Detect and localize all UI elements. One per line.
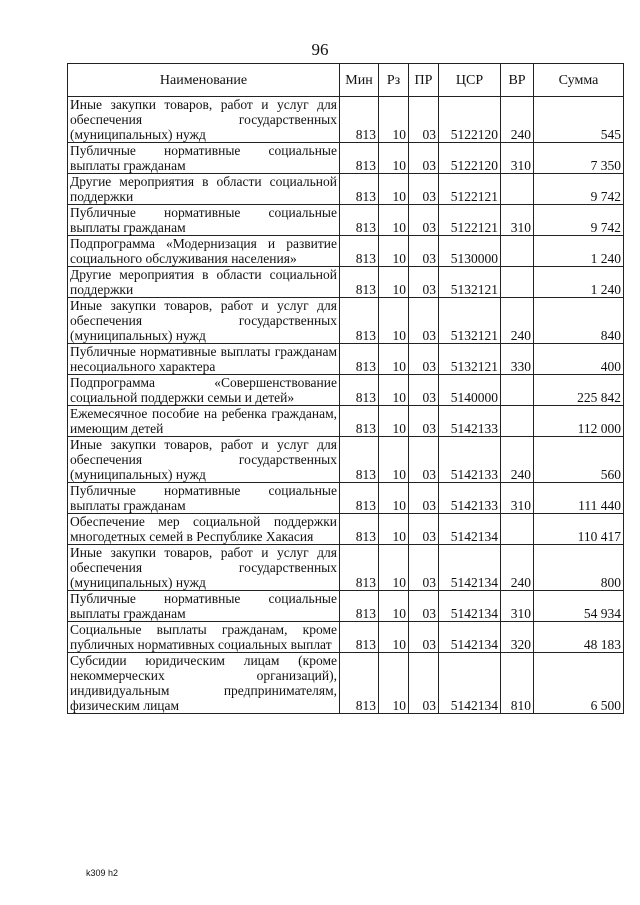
cell-pr: 03 (409, 653, 439, 714)
cell-sum: 111 440 (534, 483, 624, 514)
table-header-row (68, 64, 624, 97)
table-row (68, 375, 624, 406)
cell-csr: 5122121 (439, 174, 501, 205)
cell-name: Публичные нормативные выплаты гражданам несоциального характера (68, 344, 340, 375)
cell-rz: 10 (379, 174, 409, 205)
table-row (68, 437, 624, 483)
cell-rz: 10 (379, 483, 409, 514)
cell-name: Публичные нормативные социальные выплаты гражданам (68, 483, 340, 514)
cell-vr: 240 (501, 545, 534, 591)
table-row (68, 653, 624, 714)
cell-name: Публичные нормативные социальные выплаты гражданам (68, 143, 340, 174)
cell-csr: 5142133 (439, 437, 501, 483)
cell-pr: 03 (409, 236, 439, 267)
table-row (68, 236, 624, 267)
table-row (68, 143, 624, 174)
table-row (68, 298, 624, 344)
cell-min: 813 (340, 236, 379, 267)
table-row (68, 514, 624, 545)
cell-sum: 545 (534, 97, 624, 143)
cell-rz: 10 (379, 514, 409, 545)
cell-pr: 03 (409, 375, 439, 406)
cell-sum: 840 (534, 298, 624, 344)
cell-name: Подпрограмма «Модернизация и развитие социального обслуживания населения» (68, 236, 340, 267)
cell-sum: 1 240 (534, 267, 624, 298)
table-row (68, 344, 624, 375)
table-row (68, 483, 624, 514)
cell-csr: 5122120 (439, 97, 501, 143)
cell-sum: 225 842 (534, 375, 624, 406)
cell-sum: 9 742 (534, 174, 624, 205)
cell-name: Социальные выплаты гражданам, кроме публичных нормативных социальных выплат (68, 622, 340, 653)
cell-name: Иные закупки товаров, работ и услуг для обеспечения государственных (муниципальных) нужд (68, 97, 340, 143)
cell-min: 813 (340, 622, 379, 653)
cell-rz: 10 (379, 622, 409, 653)
cell-name: Публичные нормативные социальные выплаты гражданам (68, 591, 340, 622)
cell-min: 813 (340, 406, 379, 437)
cell-rz: 10 (379, 344, 409, 375)
cell-vr: 320 (501, 622, 534, 653)
cell-min: 813 (340, 344, 379, 375)
cell-vr (501, 375, 534, 406)
cell-rz: 10 (379, 97, 409, 143)
cell-pr: 03 (409, 406, 439, 437)
cell-sum: 800 (534, 545, 624, 591)
cell-vr: 810 (501, 653, 534, 714)
cell-min: 813 (340, 375, 379, 406)
cell-sum: 560 (534, 437, 624, 483)
cell-name: Другие мероприятия в области социальной поддержки (68, 174, 340, 205)
cell-rz: 10 (379, 437, 409, 483)
cell-csr: 5140000 (439, 375, 501, 406)
cell-pr: 03 (409, 143, 439, 174)
cell-name: Иные закупки товаров, работ и услуг для обеспечения государственных (муниципальных) нужд (68, 298, 340, 344)
cell-csr: 5142134 (439, 622, 501, 653)
cell-vr: 310 (501, 591, 534, 622)
cell-csr: 5142134 (439, 545, 501, 591)
cell-rz: 10 (379, 236, 409, 267)
cell-rz: 10 (379, 653, 409, 714)
cell-vr: 240 (501, 97, 534, 143)
cell-pr: 03 (409, 174, 439, 205)
table-row (68, 174, 624, 205)
cell-rz: 10 (379, 591, 409, 622)
cell-min: 813 (340, 483, 379, 514)
page-number: 96 (311, 40, 329, 59)
cell-name: Иные закупки товаров, работ и услуг для обеспечения государственных (муниципальных) нужд (68, 545, 340, 591)
cell-csr: 5142133 (439, 483, 501, 514)
cell-rz: 10 (379, 267, 409, 298)
cell-min: 813 (340, 653, 379, 714)
cell-vr: 240 (501, 298, 534, 344)
cell-rz: 10 (379, 298, 409, 344)
cell-name: Подпрограмма «Совершенствование социальной поддержки семьи и детей» (68, 375, 340, 406)
cell-min: 813 (340, 174, 379, 205)
cell-sum: 400 (534, 344, 624, 375)
cell-name: Другие мероприятия в области социальной поддержки (68, 267, 340, 298)
table-row (68, 267, 624, 298)
cell-min: 813 (340, 545, 379, 591)
cell-sum: 48 183 (534, 622, 624, 653)
footer-code: k309 h2 (86, 868, 119, 878)
cell-csr: 5142134 (439, 591, 501, 622)
cell-csr: 5142134 (439, 653, 501, 714)
col-header-sum: Сумма (534, 64, 624, 97)
cell-vr: 310 (501, 143, 534, 174)
cell-csr: 5132121 (439, 267, 501, 298)
cell-min: 813 (340, 205, 379, 236)
cell-pr: 03 (409, 205, 439, 236)
cell-csr: 5142133 (439, 406, 501, 437)
cell-pr: 03 (409, 483, 439, 514)
cell-vr (501, 406, 534, 437)
cell-csr: 5122121 (439, 205, 501, 236)
cell-vr: 310 (501, 483, 534, 514)
cell-csr: 5130000 (439, 236, 501, 267)
cell-vr (501, 174, 534, 205)
cell-pr: 03 (409, 344, 439, 375)
cell-rz: 10 (379, 205, 409, 236)
cell-min: 813 (340, 298, 379, 344)
cell-rz: 10 (379, 143, 409, 174)
cell-pr: 03 (409, 97, 439, 143)
cell-pr: 03 (409, 298, 439, 344)
cell-min: 813 (340, 514, 379, 545)
cell-sum: 1 240 (534, 236, 624, 267)
cell-min: 813 (340, 97, 379, 143)
cell-min: 813 (340, 143, 379, 174)
cell-rz: 10 (379, 406, 409, 437)
cell-csr: 5132121 (439, 298, 501, 344)
table-row (68, 545, 624, 591)
budget-table (67, 63, 624, 714)
col-header-name: Наименование (68, 64, 340, 97)
cell-name: Иные закупки товаров, работ и услуг для обеспечения государственных (муниципальных) нужд (68, 437, 340, 483)
cell-csr: 5122120 (439, 143, 501, 174)
cell-vr: 310 (501, 205, 534, 236)
cell-vr: 330 (501, 344, 534, 375)
table-row (68, 591, 624, 622)
cell-sum: 112 000 (534, 406, 624, 437)
table-row (68, 622, 624, 653)
cell-vr (501, 236, 534, 267)
table-row (68, 205, 624, 236)
cell-sum: 7 350 (534, 143, 624, 174)
cell-vr (501, 267, 534, 298)
cell-min: 813 (340, 591, 379, 622)
col-header-vr: ВР (501, 64, 534, 97)
cell-sum: 110 417 (534, 514, 624, 545)
cell-rz: 10 (379, 545, 409, 591)
cell-pr: 03 (409, 267, 439, 298)
cell-vr: 240 (501, 437, 534, 483)
cell-sum: 9 742 (534, 205, 624, 236)
cell-rz: 10 (379, 375, 409, 406)
col-header-csr: ЦСР (439, 64, 501, 97)
cell-pr: 03 (409, 591, 439, 622)
cell-sum: 6 500 (534, 653, 624, 714)
cell-pr: 03 (409, 437, 439, 483)
col-header-rz: Рз (379, 64, 409, 97)
cell-pr: 03 (409, 545, 439, 591)
table-row (68, 406, 624, 437)
cell-csr: 5132121 (439, 344, 501, 375)
table-row (68, 97, 624, 143)
col-header-min: Мин (340, 64, 379, 97)
cell-name: Ежемесячное пособие на ребенка гражданам, имеющим детей (68, 406, 340, 437)
cell-min: 813 (340, 437, 379, 483)
col-header-pr: ПР (409, 64, 439, 97)
cell-vr (501, 514, 534, 545)
cell-name: Публичные нормативные социальные выплаты гражданам (68, 205, 340, 236)
cell-csr: 5142134 (439, 514, 501, 545)
cell-pr: 03 (409, 622, 439, 653)
cell-name: Субсидии юридическим лицам (кроме некоммерческих организаций), индивидуальным предпринимателям, физическим лицам (68, 653, 340, 714)
cell-min: 813 (340, 267, 379, 298)
cell-pr: 03 (409, 514, 439, 545)
cell-name: Обеспечение мер социальной поддержки многодетных семей в Республике Хакасия (68, 514, 340, 545)
cell-sum: 54 934 (534, 591, 624, 622)
